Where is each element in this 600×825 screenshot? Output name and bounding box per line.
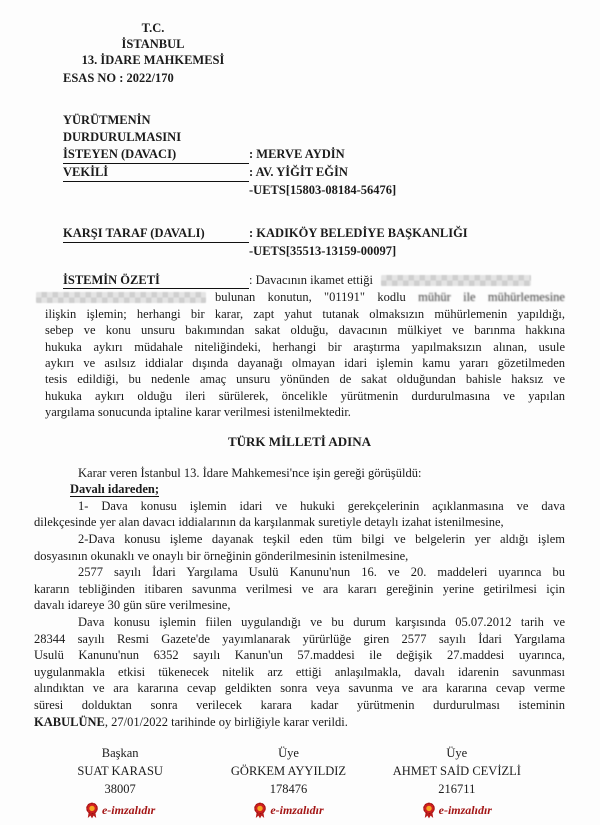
defendant-label: KARŞI TARAF (DAVALI) [63,225,249,243]
blurred-text: mühür ile mühürlemesine [418,290,565,305]
decision-line: süresi dolduktan sonra verilecek karara kadar yürütmenin durdurulması isteminin [34,697,565,712]
signer-title: Başkan [101,746,139,761]
rosette-seal-icon [253,802,267,819]
case-number: ESAS NO : 2022/170 [63,71,174,85]
e-signature [373,801,541,819]
e-signature-label: e-imzalıdır [270,803,324,818]
plaintiff-row [63,146,565,164]
decision-line: Dava konusu işlemin fiilen uygulandığı ve bu durum karşısında 05.07.2012 tarih ve [78,615,565,629]
decision-line: 1- Dava konusu işlemin idari ve hukuki gerekçelerinin açıklanmasına ve dava [78,498,565,513]
claim-summary-section [34,272,565,421]
signer-title: Üye [278,746,299,761]
decision-line: uygulanmakla etkisi tükenecek nitelik arz ettiği anlaşılmakla, davalı idarenin savunması [34,664,565,679]
city-line: İSTANBUL [121,37,185,51]
decision-line: dilekçesinde yer alan davacı iddialarının da karşılanmak suretiyle detaylı izahat istenilmesine, [34,515,504,530]
e-signature-label: e-imzalıdır [438,803,492,818]
in-the-name-of-nation-heading: TÜRK MİLLETİ ADINA [227,433,372,449]
summary-line: hukuka aykırı olduğu ileri sürülerek, öncelikle yürütmenin durdurulmasına ve yapılan [45,388,565,403]
redacted-text-block [36,292,206,303]
summary-second-line [36,289,565,305]
summary-first-line [63,272,565,289]
decision-subheading: Davalı idareden; [70,482,160,497]
decision-line: 28344 sayılı Resmi Gazete'de yayımlanarak yürürlüğe giren 2577 sayılı İdari Yargılama [34,631,565,646]
defendant-uets-row [63,243,565,260]
signer-registry-number: 216711 [438,782,476,797]
defendant-row [63,225,565,243]
redacted-text-block [381,275,531,286]
e-signature [204,801,372,819]
ruling-keyword: KABULÜNE [34,714,105,729]
signer-name: SUAT KARASU [77,764,163,779]
summary-line: aykırı ve asılsız iddialar dışında dayanağı olmayan idari işlemin kamu yararı gözetilmeden [45,356,565,371]
decision-ruling-line [34,714,565,731]
decision-line: 2577 sayılı İdari Yargılama Usulü Kanunu'nun 16. ve 20. maddeleri uyarınca bu [78,565,565,580]
plaintiff-name: : MERVE AYDİN [249,147,345,161]
court-line: 13. İDARE MAHKEMESİ [81,53,225,67]
ruling-tail: , 27/01/2022 tarihinde oy birliğiyle karar verildi. [104,714,348,729]
signature-member-1 [204,744,372,819]
decision-line: davalı idareye 30 gün süre verilmesine, [34,598,231,613]
request-type-label: YÜRÜTMENİN DURDURULMASINI [63,113,182,144]
decision-line: kararın tebliğinden itibaren savunma verilmesi ve ara kararı gereğinin yerine getirilmesi için [34,581,565,596]
summary-line: tesis edildiği, bu nedenle amaç unsuru yönünden de sakat olduğundan bahisle haksız ve [45,372,565,387]
summary-label: İSTEMİN ÖZETİ [63,272,249,289]
rosette-seal-icon [85,802,99,819]
decision-intro-line: Karar veren İstanbul 13. İdare Mahkemesi'nce işin gereği görüşüldü: [78,465,422,480]
summary-line: ilişkin işlemin; herhangi bir karar, zapt yahut tutanak olmaksızın mühürlemenin yapıldığı, [45,306,565,321]
plaintiff-label: İSTEYEN (DAVACI) [63,146,249,164]
e-signature [36,801,204,819]
summary-line2-text: bulunan konutun, "01191" kodlu [215,290,406,305]
signer-registry-number: 38007 [104,782,136,797]
attorney-uets-row [63,182,565,199]
signer-registry-number: 178476 [269,782,308,797]
document-header [63,20,243,68]
decision-line: 2-Dava konusu işleme dayanak teşkil eden tüm bilgi ve belgelerin yer aldığı işlem [78,532,565,547]
signer-name: GÖRKEM AYYILDIZ [230,764,347,779]
attorney-name: : AV. YİĞİT EĞİN [249,165,348,179]
defendant-uets-code: -UETS[35513-13159-00097] [249,244,397,258]
summary-line: hukuka aykırı müdahale niteliğindeki, herhangi bir araştırma yapılmaksızın alınan, usule [45,339,565,354]
decision-line: Usulü Kanunu'nun 6352 sayılı Kanun'un 57.maddesi ile değişik 27.maddesi uyarınca, [34,648,565,663]
republic-line: T.C. [141,21,165,35]
signature-member-2 [373,744,541,819]
signature-president [36,744,204,819]
decision-line: alındıktan ve ara kararına cevap geldikten sonra veya savunma ve ara kararına cevap verme [34,681,565,696]
signer-title: Üye [446,746,468,761]
attorney-uets-code: -UETS[15803-08184-56476] [249,183,397,197]
rosette-seal-icon [422,802,436,819]
summary-intro-text: : Davacının ikamet ettiği [249,273,373,287]
attorney-label: VEKİLİ [63,164,249,182]
decision-line: dosyasının okunaklı ve onaylı bir örneğinin gönderilmesinin istenilmesine, [34,548,409,563]
decision-section [34,465,565,731]
signer-name: AHMET SAİD CEVİZLİ [392,764,521,779]
summary-line: yargılama sonucunda iptaline karar verilmesi istenilmektedir. [45,405,351,420]
attorney-row [63,164,565,182]
defendant-name: : KADIKÖY BELEDİYE BAŞKANLIĞI [249,226,468,240]
request-type-row [63,112,565,146]
summary-line: sebep ve konu unsuru bakımından sakat olduğu, davacının mülkiyet ve barınma hakkına [45,323,565,338]
e-signature-label: e-imzalıdır [101,803,156,818]
parties-section [34,112,565,260]
signature-block [36,744,541,819]
